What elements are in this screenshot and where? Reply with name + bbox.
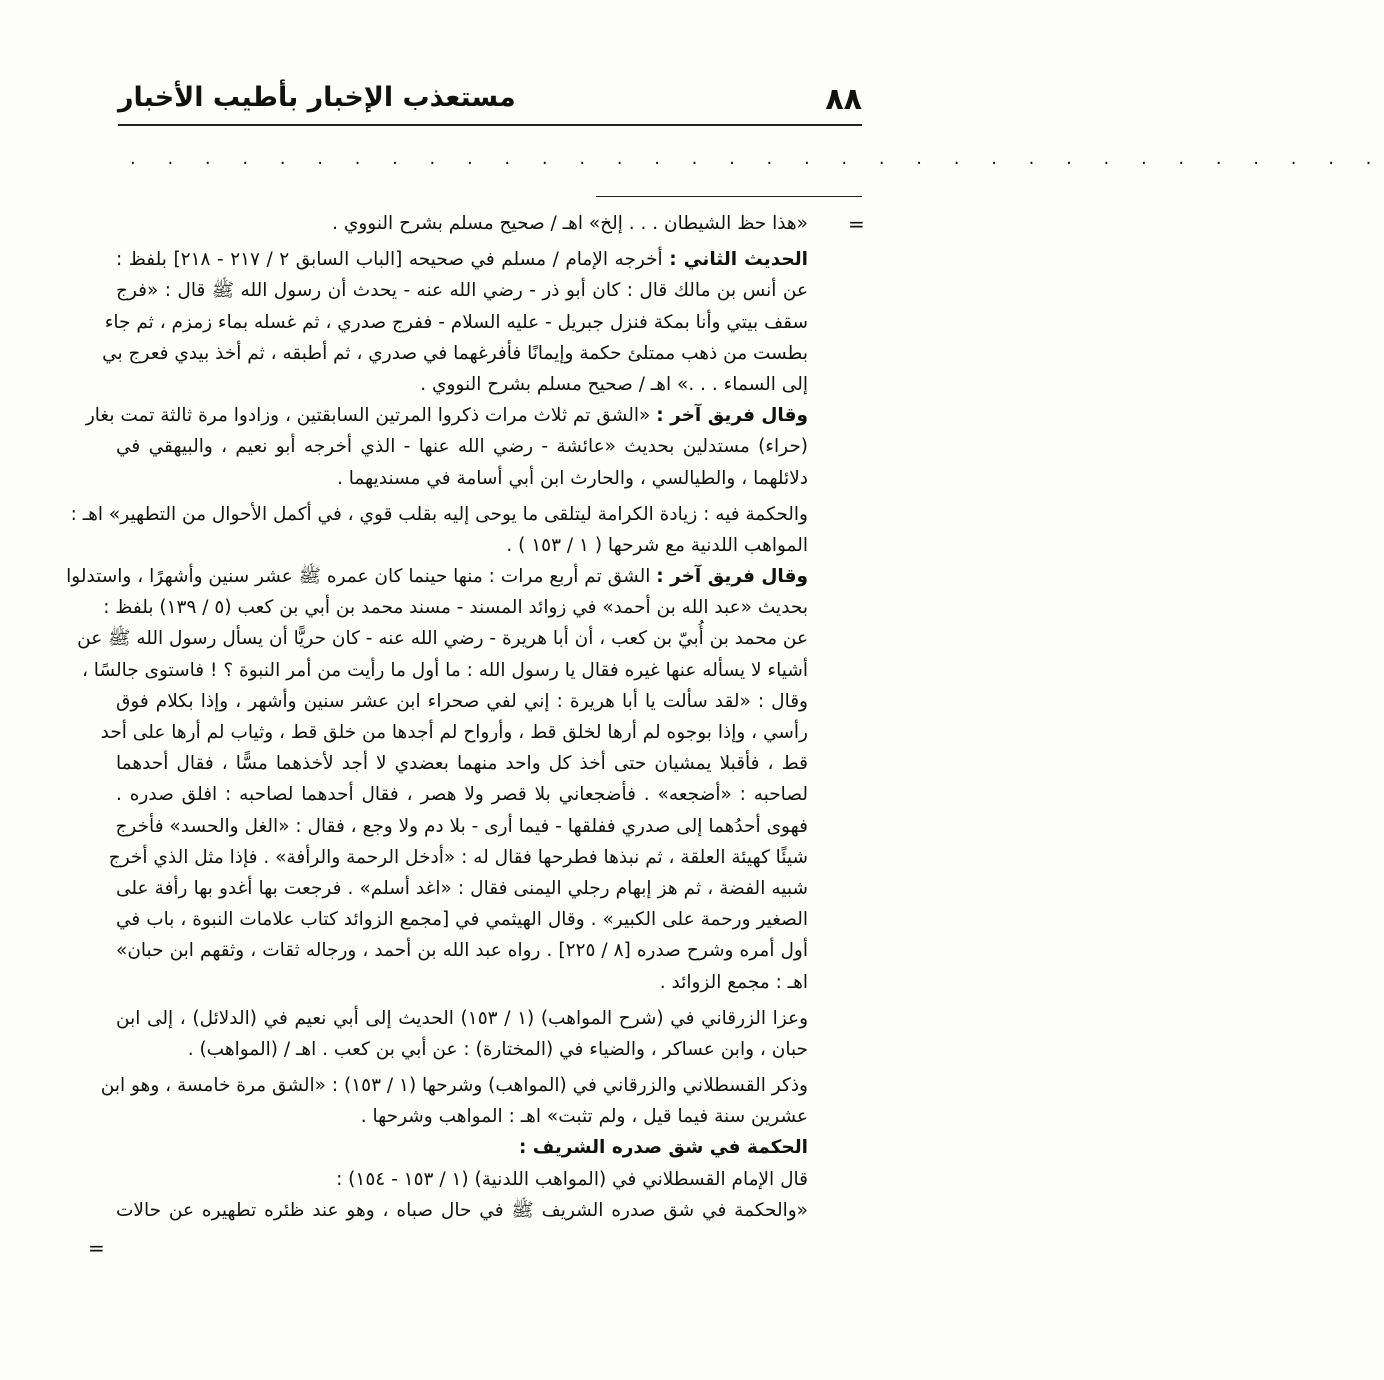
- text-line: [116, 1132, 808, 1163]
- line-text: رأسي ، وإذا بوجوه لم أرها لخلق قط ، وأرواح لم أجدها من خلق قط ، وثياب لم أرها على أحد: [100, 722, 808, 743]
- line-text: شيئًا كهيئة العلقة ، ثم نبذها فطرحها فقال له : «أدخل الرحمة والرأفة» . فإذا مثل الذي أخرج: [108, 846, 808, 868]
- line-text: الصغير ورحمة على الكبير» . وقال الهيثمي في [مجمع الزوائد كتاب علامات النبوة ، باب في: [116, 909, 808, 931]
- text-line: [116, 463, 808, 494]
- text-line: [116, 967, 808, 998]
- continuation-mark-bottom: =: [88, 1236, 105, 1260]
- line-text: دلائلهما ، والطيالسي ، والحارث ابن أبي أسامة في مسنديهما .: [336, 467, 808, 489]
- text-line: [116, 275, 808, 306]
- text-line: [116, 431, 808, 462]
- text-line: [100, 717, 808, 748]
- line-text: عن محمد بن أُبيّ بن كعب ، أن أبا هريرة - رضي الله عنه - كان حريًّا أن يسأل رسول الله ﷺ عن: [77, 628, 808, 650]
- line-text: «والحكمة في شق صدره الشريف ﷺ في حال صباه ، وهو عند ظئره تطهيره عن حالات: [116, 1199, 808, 1221]
- text-line: [116, 748, 808, 779]
- line-text: الشق تم أربع مرات : منها حينما كان عمره ﷺ عشر سنين وأشهرًا ، واستدلوا: [66, 566, 657, 588]
- line-text: سقف بيتي وأنا بمكة فنزل جبريل - عليه السلام - ففرج صدري ، ثم غسله بماء زمزم ، ثم جاء: [104, 311, 808, 333]
- line-text: وذكر القسطلاني والزرقاني في (المواهب) وشرحها (١ / ١٥٣) : «الشق مرة خامسة ، وهو ابن: [100, 1075, 808, 1097]
- line-text: وقال : «لقد سألت يا أبا هريرة : إني لفي صحراء ابن عشر سنين وأشهر ، وإذا بكلام فوق: [116, 690, 808, 712]
- text-line: [116, 686, 808, 717]
- heading-label: الحديث الثاني :: [669, 249, 809, 271]
- heading-label: وقال فريق آخر :: [656, 405, 808, 427]
- text-line: [102, 338, 808, 369]
- footnote-rule: [596, 196, 862, 197]
- text-line: [100, 1070, 808, 1101]
- text-line: [116, 244, 808, 275]
- text-line: [116, 1003, 808, 1034]
- text-line: [116, 873, 808, 904]
- line-text: لصاحبه : «أضجعه» . فأضجعاني بلا قصر ولا هصر ، فقال أحدهما لصاحبه : افلق صدره .: [116, 784, 808, 806]
- line-text: أخرجه الإمام / مسلم في صحيحه [الباب السابق ٢ / ٢١٧ - ٢١٨] بلفظ :: [116, 249, 670, 271]
- line-text: بحديث «عبد الله بن أحمد» في زوائد المسند - مسند محمد بن أبي بن كعب (٥ / ١٣٩) بلفظ :: [103, 597, 808, 619]
- line-text: المواهب اللدنية مع شرحها ( ١ / ١٥٣ ) .: [506, 534, 808, 556]
- line-text: والحكمة فيه : زيادة الكرامة ليتلقى ما يوحى إليه بقلب قوي ، في أكمل الأحوال من التطهير» اهـ :: [70, 503, 808, 525]
- line-text: وعزا الزرقاني في (شرح المواهب) (١ / ١٥٣) الحديث إلى أبي نعيم في (الدلائل) ، إلى ابن: [116, 1007, 808, 1029]
- text-line: [116, 1195, 808, 1226]
- line-text: حبان ، وابن عساكر ، والضياء في (المختارة) : عن أبي بن كعب . اهـ / (المواهب) .: [187, 1038, 808, 1060]
- running-title: مستعذب الإخبار بأطيب الأخبار: [118, 82, 516, 113]
- continuation-mark-top: =: [848, 212, 865, 236]
- body-text: [66, 208, 809, 1226]
- text-line: [116, 208, 808, 239]
- line-text: أشياء لا يسأله عنها غيره فقال يا رسول الله : ما أول ما رأيت من أمر النبوة ؟ ! فاستوى جالسًا ،: [81, 659, 808, 681]
- text-line: [108, 842, 808, 873]
- text-line: [116, 779, 808, 810]
- text-line: [116, 811, 808, 842]
- line-text: قال الإمام القسطلاني في (المواهب اللدنية) (١ / ١٥٣ - ١٥٤) :: [336, 1168, 808, 1190]
- text-line: [77, 623, 808, 654]
- text-line: [104, 307, 808, 338]
- text-line: [85, 400, 808, 431]
- text-line: [116, 530, 808, 561]
- text-line: [116, 904, 808, 935]
- text-line: [66, 561, 808, 592]
- text-line: [116, 935, 808, 966]
- page-number: ٨٨: [825, 82, 862, 117]
- line-text: عن أنس بن مالك قال : كان أبو ذر - رضي الله عنه - يحدث أن رسول الله ﷺ قال : «فرج: [116, 280, 808, 302]
- line-text: «هذا حظ الشيطان . . . إلخ» اهـ / صحيح مسلم بشرح النووي .: [332, 213, 808, 234]
- line-text: أول أمره وشرح صدره [٨ / ٢٢٥] . رواه عبد الله بن أحمد ، ورجاله ثقات ، وثقهم ابن حبان»: [116, 940, 808, 962]
- heading-label: الحكمة في شق صدره الشريف :: [518, 1137, 808, 1159]
- text-line: [81, 655, 808, 686]
- text-line: [70, 499, 808, 530]
- line-text: قط ، فأقبلا يمشيان حتى أخذ كل واحد منهما بعضدي لا أجد لأخذهما مسًّا ، فقال أحدهما: [116, 753, 808, 775]
- line-text: بطست من ذهب ممتلئ حكمة وإيمانًا فأفرغهما في صدري ، ثم أطبقه ، ثم أخذ بيدي فعرج بي: [102, 342, 808, 364]
- header-rule: [118, 124, 862, 126]
- text-line: [116, 1034, 808, 1065]
- line-text: اهـ : مجمع الزوائد .: [659, 971, 808, 993]
- heading-label: وقال فريق آخر :: [656, 566, 808, 588]
- text-line: [116, 369, 808, 400]
- text-line: [116, 1164, 808, 1195]
- line-text: فهوى أحدُهما إلى صدري ففلقها - فيما أرى - بلا دم ولا وجع ، فقال : «الغل والحسد» فأخرج: [115, 815, 808, 837]
- line-text: (حراء) مستدلين بحديث «عائشة - رضي الله عنها - الذي أخرجه أبو نعيم ، والبيهقي في: [116, 436, 808, 458]
- line-text: عشرين سنة فيما قيل ، ولم تثبت» اهـ : المواهب وشرحها .: [360, 1106, 808, 1128]
- line-text: إلى السماء . . .» اهـ / صحيح مسلم بشرح النووي .: [420, 373, 808, 395]
- text-line: [103, 592, 808, 623]
- line-text: «الشق تم ثلاث مرات ذكروا المرتين السابقتين ، وزادوا مرة ثالثة تمت بغار: [85, 405, 657, 427]
- line-text: شبيه الفضة ، ثم هز إبهام رجلي اليمنى فقال : «اغد أسلم» . فرجعت بها أغدو بها رأفة على: [116, 877, 808, 899]
- text-line: [116, 1101, 808, 1132]
- separator-dots: . . . . . . . . . . . . . . . . . . . . . . . . . . . . . . . . . .: [130, 148, 1384, 169]
- page-header: [118, 82, 862, 122]
